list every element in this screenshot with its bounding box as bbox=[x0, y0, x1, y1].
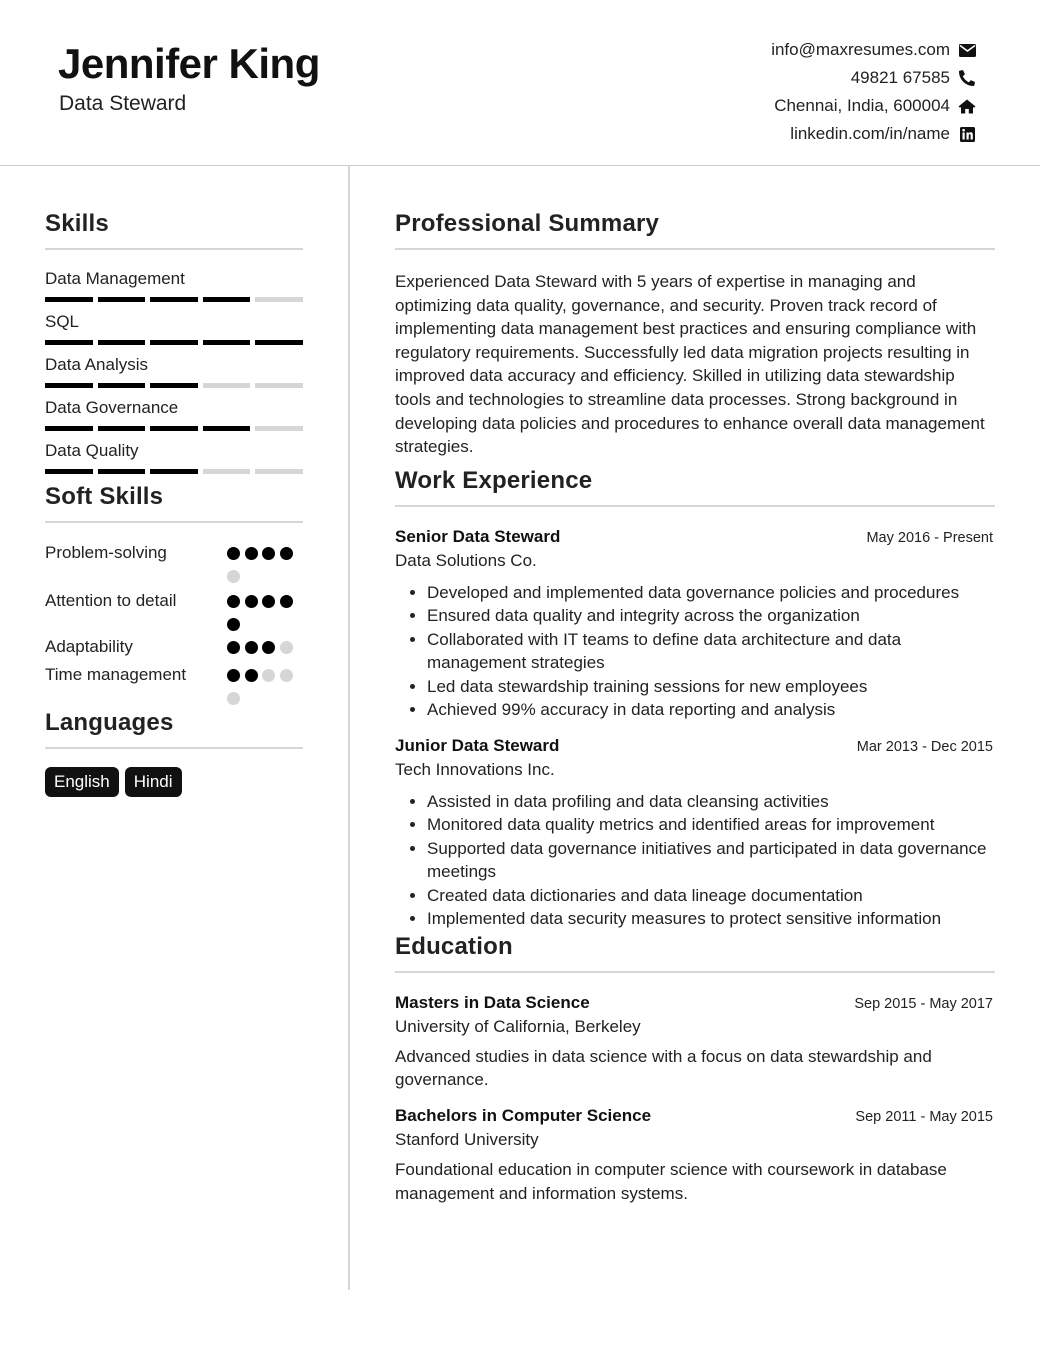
job-bullet: • Achieved 99% accuracy in data reporting and analysis bbox=[427, 698, 995, 722]
skill-level-bar bbox=[45, 297, 303, 302]
contact-linkedin[interactable] bbox=[771, 120, 976, 148]
candidate-role: Data Steward bbox=[59, 92, 187, 115]
summary-title: Professional Summary bbox=[395, 210, 995, 250]
education-header bbox=[395, 1106, 995, 1126]
rating-dot bbox=[262, 669, 275, 682]
work-title: Work Experience bbox=[395, 467, 995, 507]
skill-level-segment bbox=[150, 340, 198, 345]
job-bullet: • Ensured data quality and integrity across the organization bbox=[427, 604, 995, 628]
job-company: Tech Innovations Inc. bbox=[395, 759, 555, 779]
skill-item bbox=[45, 268, 303, 311]
soft-skill-item bbox=[45, 541, 303, 583]
skill-level-segment bbox=[255, 383, 303, 388]
skill-level-bar bbox=[45, 469, 303, 474]
soft-skill-item bbox=[45, 589, 303, 631]
education-date: Sep 2011 - May 2015 bbox=[855, 1108, 993, 1125]
skill-level-segment bbox=[255, 426, 303, 431]
skill-level-bar bbox=[45, 383, 303, 388]
skill-name: Data Quality bbox=[45, 441, 139, 460]
skill-level-segment bbox=[203, 340, 251, 345]
skill-level-segment bbox=[45, 383, 93, 388]
contact-linkedin-text: linkedin.com/in/name bbox=[790, 124, 950, 143]
job-header bbox=[395, 736, 995, 756]
skill-level-segment bbox=[45, 297, 93, 302]
job-date: Mar 2013 - Dec 2015 bbox=[856, 738, 993, 755]
soft-skill-item bbox=[45, 635, 303, 659]
languages-title: Languages bbox=[45, 709, 303, 749]
rating-dot bbox=[227, 669, 240, 682]
soft-skill-dots bbox=[227, 663, 303, 705]
work-list bbox=[395, 527, 995, 931]
skill-name: Data Governance bbox=[45, 398, 179, 417]
envelope-icon bbox=[958, 41, 976, 59]
skill-level-segment bbox=[98, 469, 146, 474]
soft-skills-list bbox=[45, 541, 303, 705]
skill-level-segment bbox=[150, 383, 198, 388]
soft-skill-dots bbox=[227, 589, 303, 631]
education-header bbox=[395, 993, 995, 1013]
education-description: Foundational education in computer science with coursework in database management and information systems. bbox=[395, 1159, 947, 1203]
rating-dot bbox=[262, 595, 275, 608]
rating-dot bbox=[227, 641, 240, 654]
rating-dot bbox=[227, 547, 240, 560]
education-degree: Masters in Data Science bbox=[395, 992, 590, 1012]
linkedin-icon bbox=[958, 125, 976, 143]
skill-level-segment bbox=[45, 340, 93, 345]
education-list bbox=[395, 993, 995, 1205]
job-bullet: • Developed and implemented data governance policies and procedures bbox=[427, 581, 995, 605]
soft-skills-title: Soft Skills bbox=[45, 483, 303, 523]
languages-list bbox=[45, 767, 303, 797]
skill-level-segment bbox=[150, 297, 198, 302]
job-bullets bbox=[395, 790, 995, 931]
soft-skill-dots bbox=[227, 541, 303, 583]
contact-phone[interactable] bbox=[771, 64, 976, 92]
home-icon bbox=[958, 97, 976, 115]
language-badge: English bbox=[45, 767, 119, 797]
job-bullets bbox=[395, 581, 995, 722]
skill-level-segment bbox=[150, 426, 198, 431]
contact-phone-text: 49821 67585 bbox=[850, 68, 950, 87]
education-school: Stanford University bbox=[395, 1129, 539, 1149]
contact-address bbox=[771, 92, 976, 120]
skill-level-segment bbox=[98, 426, 146, 431]
rating-dot bbox=[227, 570, 240, 583]
skills-title: Skills bbox=[45, 210, 303, 250]
skills-list bbox=[45, 268, 303, 483]
job-entry bbox=[395, 527, 995, 722]
skill-level-segment bbox=[45, 469, 93, 474]
summary-text: Experienced Data Steward with 5 years of expertise in managing and optimizing data quality, governance, and security. Proven track record of implementing data management best practices and ensuring compliance with regulatory requirements. Successfully led data migration projects resulting in improved data accuracy and efficiency. Skilled in utilizing data stewardship tools and technologies to streamline data processes. Strong background in developing data policies and procedures to enhance overall data management strategies. bbox=[395, 272, 985, 457]
job-company: Data Solutions Co. bbox=[395, 550, 537, 570]
rating-dot bbox=[280, 547, 293, 560]
job-date: May 2016 - Present bbox=[866, 529, 993, 546]
contact-list bbox=[771, 36, 976, 148]
skill-level-segment bbox=[255, 340, 303, 345]
rating-dot bbox=[227, 595, 240, 608]
education-title: Education bbox=[395, 933, 995, 973]
soft-skill-item bbox=[45, 663, 303, 705]
skill-level-segment bbox=[203, 469, 251, 474]
job-bullet: • Monitored data quality metrics and identified areas for improvement bbox=[427, 813, 995, 837]
rating-dot bbox=[280, 669, 293, 682]
job-bullet: • Implemented data security measures to protect sensitive information bbox=[427, 907, 995, 931]
column-divider bbox=[348, 166, 350, 1290]
education-school: University of California, Berkeley bbox=[395, 1016, 641, 1036]
education-description: Advanced studies in data science with a focus on data stewardship and governance. bbox=[395, 1046, 932, 1090]
contact-email[interactable] bbox=[771, 36, 976, 64]
soft-skill-name: Problem-solving bbox=[45, 543, 167, 562]
skill-level-segment bbox=[255, 469, 303, 474]
skill-level-bar bbox=[45, 340, 303, 345]
skill-level-segment bbox=[45, 426, 93, 431]
job-bullet: • Led data stewardship training sessions for new employees bbox=[427, 675, 995, 699]
education-date: Sep 2015 - May 2017 bbox=[854, 995, 993, 1012]
skill-level-segment bbox=[98, 297, 146, 302]
job-bullet: • Assisted in data profiling and data cleansing activities bbox=[427, 790, 995, 814]
education-degree: Bachelors in Computer Science bbox=[395, 1105, 652, 1125]
contact-address-text: Chennai, India, 600004 bbox=[774, 96, 950, 115]
left-column bbox=[45, 210, 303, 797]
job-bullet: • Collaborated with IT teams to define data architecture and data management strategies bbox=[427, 628, 995, 675]
rating-dot bbox=[227, 618, 240, 631]
skill-level-segment bbox=[98, 383, 146, 388]
skill-level-segment bbox=[203, 383, 251, 388]
rating-dot bbox=[227, 692, 240, 705]
right-column bbox=[395, 210, 995, 1205]
job-title: Senior Data Steward bbox=[395, 526, 561, 546]
job-title: Junior Data Steward bbox=[395, 735, 560, 755]
candidate-name: Jennifer King bbox=[58, 40, 320, 87]
skill-item bbox=[45, 397, 303, 440]
language-badge: Hindi bbox=[125, 767, 182, 797]
rating-dot bbox=[262, 547, 275, 560]
rating-dot bbox=[280, 641, 293, 654]
soft-skill-name: Adaptability bbox=[45, 637, 133, 656]
skill-level-segment bbox=[203, 297, 251, 302]
rating-dot bbox=[245, 669, 258, 682]
soft-skill-name: Time management bbox=[45, 665, 187, 684]
phone-icon bbox=[958, 69, 976, 87]
skill-level-bar bbox=[45, 426, 303, 431]
rating-dot bbox=[280, 595, 293, 608]
skill-name: SQL bbox=[45, 312, 80, 331]
resume-header bbox=[0, 0, 1040, 166]
skill-level-segment bbox=[150, 469, 198, 474]
job-bullet: • Supported data governance initiatives and participated in data governance meetings bbox=[427, 837, 995, 884]
rating-dot bbox=[245, 595, 258, 608]
contact-email-text: info@maxresumes.com bbox=[771, 40, 950, 59]
education-entry bbox=[395, 993, 995, 1092]
skill-level-segment bbox=[255, 297, 303, 302]
rating-dot bbox=[245, 547, 258, 560]
education-entry bbox=[395, 1106, 995, 1205]
rating-dot bbox=[262, 641, 275, 654]
skill-level-segment bbox=[203, 426, 251, 431]
skill-item bbox=[45, 440, 303, 483]
job-bullet: • Created data dictionaries and data lineage documentation bbox=[427, 884, 995, 908]
job-header bbox=[395, 527, 995, 547]
skill-name: Data Management bbox=[45, 269, 185, 288]
skill-item bbox=[45, 354, 303, 397]
skill-item bbox=[45, 311, 303, 354]
skill-level-segment bbox=[98, 340, 146, 345]
rating-dot bbox=[245, 641, 258, 654]
job-entry bbox=[395, 736, 995, 931]
soft-skill-name: Attention to detail bbox=[45, 591, 177, 610]
soft-skill-dots bbox=[227, 635, 303, 659]
skill-name: Data Analysis bbox=[45, 355, 148, 374]
